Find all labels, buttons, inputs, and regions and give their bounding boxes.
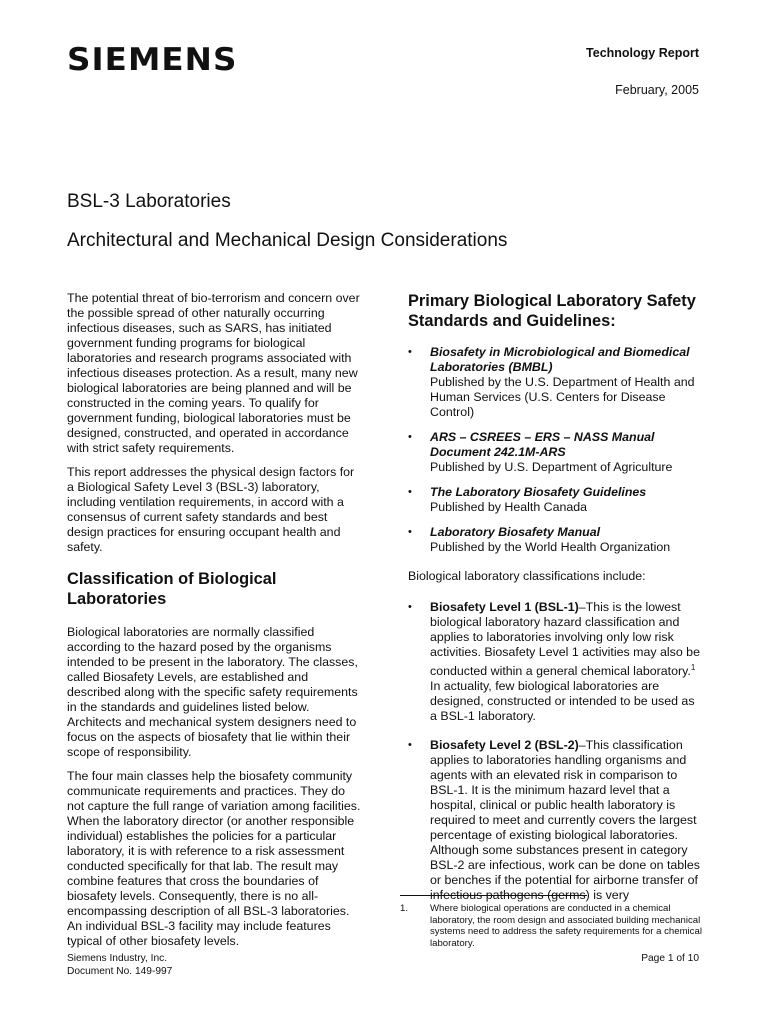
classification-paragraph-2: The four main classes help the biosafety community communicate requirements and practices. They do not capture the full range of variation among facilities. When the laboratory director (or another responsible individual) establishes the policies for a particular laboratory, it is with reference to a risk assessment conducted specifically for that lab. The result may combine features that cross the boundaries of biosafety levels. Consequently, there is no all-encompassing description of all BSL-3 laboratories. An individual BSL-3 facility may include features typical of other biosafety levels. <box>67 769 361 948</box>
standards-list <box>408 345 704 555</box>
level-name: Biosafety Level 2 (BSL-2) <box>430 738 579 753</box>
list-item <box>408 345 704 420</box>
document-subtitle: Architectural and Mechanical Design Considerations <box>67 230 508 251</box>
report-type: Technology Report <box>586 46 699 60</box>
footer-company: Siemens Industry, Inc. <box>67 953 168 964</box>
standard-title: Laboratory Biosafety Manual <box>430 525 601 539</box>
bullet-icon: • <box>408 526 412 538</box>
classification-heading: Classification of Biological Laboratories <box>67 570 277 608</box>
bullet-icon: • <box>408 346 412 358</box>
classifications-intro: Biological laboratory classifications include: <box>408 569 646 583</box>
footnote-text: Where biological operations are conducted in a chemical laboratory, the room design and associated building mechanical systems need to address the safety requirements for a chemical laboratory. <box>430 903 702 949</box>
bullet-icon: • <box>408 431 412 443</box>
bullet-icon: • <box>408 601 412 613</box>
standard-title: Biosafety in Microbiological and Biomedical Laboratories (BMBL) <box>430 345 690 374</box>
standards-heading: Primary Biological Laboratory Safety Standards and Guidelines: <box>408 292 696 330</box>
bullet-icon: • <box>408 486 412 498</box>
list-item <box>408 430 704 475</box>
standard-title: The Laboratory Biosafety Guidelines <box>430 485 647 499</box>
page-number: Page 1 of 10 <box>641 953 699 964</box>
document-title: BSL-3 Laboratories <box>67 191 231 212</box>
footnote-ref: 1 <box>690 663 696 672</box>
footer-document-number: Document No. 149-997 <box>67 965 173 977</box>
footnote-divider <box>400 895 587 896</box>
siemens-logo: SIEMENS <box>67 42 238 78</box>
standard-publisher: Published by Health Canada <box>430 500 588 514</box>
classification-paragraph-1: Biological laboratories are normally classified according to the hazard posed by the organisms intended to be present in the laboratory. The classes, called Biosafety Levels, are established and described along with the specific safety requirements in the standards and guidelines listed below. Architects and mechanical system designers need to focus on the aspects of biosafety that lie within their scope of responsibility. <box>67 625 358 759</box>
list-item <box>408 525 704 555</box>
list-item <box>408 485 704 515</box>
report-date: February, 2005 <box>615 83 699 97</box>
list-item <box>408 738 704 903</box>
right-column <box>408 291 704 913</box>
level-text: –This is the lowest biological laboratory hazard classification and applies to laboratories involving only low risk activities. Biosafety Level 1 activities may also be conducted within a general chemical laboratory. <box>430 600 700 679</box>
standard-title: ARS – CSREES – ERS – NASS Manual Document 242.1M-ARS <box>430 430 655 459</box>
intro-paragraph-2: This report addresses the physical design factors for a Biological Safety Level 3 (BSL-3) laboratory, including ventilation requirements, in accord with a consensus of current safety standards and best design practices for ensuring occupant health and safety. <box>67 465 355 554</box>
footer-left <box>67 953 172 978</box>
left-column <box>67 291 363 958</box>
standard-publisher: Published by the U.S. Department of Health and Human Services (U.S. Centers for Disease Control) <box>430 375 695 419</box>
level-text-continued: In actuality, few biological laboratories are designed, constructed or intended to be used as a BSL-1 laboratory. <box>430 679 695 724</box>
footnote <box>400 903 710 949</box>
level-name: Biosafety Level 1 (BSL-1) <box>430 600 579 614</box>
level-text: –This classification applies to laboratories handling organisms and agents with an elevated risk in comparison to BSL-1. It is the minimum hazard level that a hospital, clinical or public health laboratory is required to meet and currently covers the largest percentage of existing biological laboratories. Although some substances present in category BSL-2 are infectious, work can be done on tables or benches if the potential for airborne transfer of infectious pathogens (germs) is very <box>430 738 701 903</box>
standard-publisher: Published by the World Health Organization <box>430 540 671 554</box>
standard-publisher: Published by U.S. Department of Agriculture <box>430 460 673 474</box>
footnote-number: 1. <box>400 903 409 914</box>
list-item <box>408 600 704 724</box>
intro-paragraph-1: The potential threat of bio-terrorism and concern over the possible spread of other naturally occurring infectious diseases, such as SARS, has initiated government funding programs for biological laboratories and research programs associated with infectious diseases protection. As a result, many new biological laboratories are being planned and will be constructed in the coming years. To qualify for government funding, biological laboratories must be designed, constructed, and operated in accordance with strict safety requirements. <box>67 291 360 455</box>
bullet-icon: • <box>408 739 412 752</box>
biosafety-levels-list <box>408 600 704 903</box>
